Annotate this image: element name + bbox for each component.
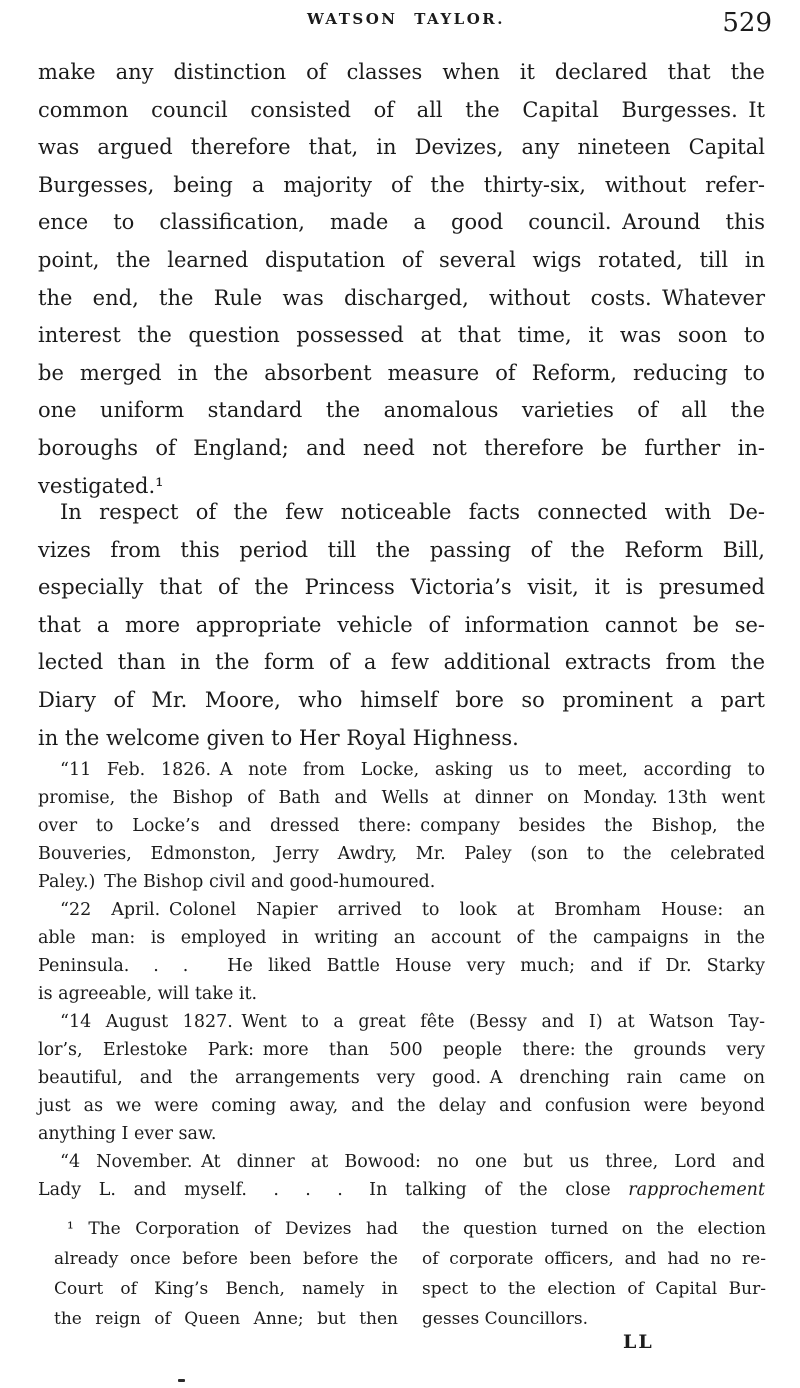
- italic-text: rapprochement: [628, 1180, 765, 1200]
- text-line: spect to the election of Capital Bur-: [422, 1279, 766, 1299]
- text-line: Bouveries, Edmonston, Jerry Awdry, Mr. Paley (son to the celebrated: [38, 844, 765, 864]
- diary-extracts: [38, 756, 765, 1204]
- diary-entry-3: [38, 1008, 765, 1148]
- text-line: Peninsula. . . He liked Battle House very much; and if Dr. Starky: [38, 956, 765, 976]
- text-line: anything I ever saw.: [38, 1124, 217, 1144]
- text-line: common council consisted of all the Capital Burgesses. It: [38, 97, 765, 122]
- text-line: lor’s, Erlestoke Park: more than 500 people there: the grounds very: [38, 1040, 765, 1060]
- paragraph-main-1: [38, 54, 765, 505]
- text-line: ence to classification, made a good council. Around this: [38, 210, 765, 235]
- text-line: lected than in the form of a few additional extracts from the: [38, 650, 765, 675]
- text-line: Court of King’s Bench, namely in: [54, 1279, 398, 1299]
- page-number: 529: [722, 8, 772, 38]
- text-line: gesses Councillors.: [422, 1309, 589, 1329]
- text-line: able man: is employed in writing an account of the campaigns in the: [38, 928, 765, 948]
- text-line: over to Locke’s and dressed there: company besides the Bishop, the: [38, 816, 765, 836]
- text-line: Diary of Mr. Moore, who himself bore so prominent a part: [38, 687, 765, 712]
- paragraph-main-2: [38, 494, 765, 757]
- text-line: “14 August 1827. Went to a great fête (Bessy and I) at Watson Tay-: [60, 1012, 765, 1032]
- text-line: the reign of Queen Anne; but then: [54, 1309, 398, 1329]
- text-line: one uniform standard the anomalous varieties of all the: [38, 398, 765, 423]
- text-line: was argued therefore that, in Devizes, any nineteen Capital: [38, 135, 765, 160]
- text-line: beautiful, and the arrangements very good. A drenching rain came on: [38, 1068, 765, 1088]
- text-line: point, the learned disputation of several wigs rotated, till in: [38, 247, 765, 272]
- text-line: in the welcome given to Her Royal Highness.: [38, 725, 519, 750]
- text-line: of corporate officers, and had no re-: [422, 1249, 766, 1269]
- text-line: boroughs of England; and need not therefore be further in-: [38, 435, 765, 460]
- text-line: “4 November. At dinner at Bowood: no one but us three, Lord and: [60, 1152, 765, 1172]
- text-line: [38, 1176, 765, 1204]
- footnote-right-column: [422, 1214, 766, 1334]
- text-line: especially that of the Princess Victoria’s visit, it is presumed: [38, 575, 765, 600]
- page-header: [38, 10, 774, 40]
- diary-entry-2: [38, 896, 765, 1008]
- running-title: WATSON TAYLOR.: [307, 10, 505, 28]
- footnote-left-column: [54, 1214, 398, 1334]
- diary-entry-4: [38, 1148, 765, 1204]
- text-line: In respect of the few noticeable facts connected with De-: [60, 500, 765, 524]
- text-line: just as we were coming away, and the delay and confusion were beyond: [38, 1096, 765, 1116]
- text-segment: Lady L. and myself. . . . In talking of the close: [38, 1180, 629, 1200]
- text-line: ¹ The Corporation of Devizes had: [67, 1219, 398, 1239]
- scan-artifact: [178, 1379, 185, 1382]
- text-line: Burgesses, being a majority of the thirty-six, without refer-: [38, 172, 765, 197]
- text-line: already once before been before the: [54, 1249, 398, 1269]
- signature-mark: LL: [623, 1331, 654, 1353]
- text-line: “22 April. Colonel Napier arrived to look at Bromham House: an: [60, 900, 765, 920]
- text-line: Paley.) The Bishop civil and good-humoured.: [38, 872, 436, 892]
- text-line: vestigated.¹: [38, 473, 164, 498]
- text-line: that a more appropriate vehicle of information cannot be se-: [38, 612, 765, 637]
- footnote: [54, 1214, 766, 1334]
- text-line: the question turned on the election: [422, 1219, 766, 1239]
- text-line: promise, the Bishop of Bath and Wells at dinner on Monday. 13th went: [38, 788, 765, 808]
- text-line: interest the question possessed at that time, it was soon to: [38, 323, 765, 348]
- text-line: be merged in the absorbent measure of Reform, reducing to: [38, 360, 765, 385]
- text-line: “11 Feb. 1826. A note from Locke, asking us to meet, according to: [60, 760, 765, 780]
- text-line: is agreeable, will take it.: [38, 984, 258, 1004]
- text-line: vizes from this period till the passing of the Reform Bill,: [38, 537, 765, 562]
- text-line: the end, the Rule was discharged, without costs. Whatever: [38, 285, 765, 310]
- text-line: make any distinction of classes when it declared that the: [38, 60, 765, 84]
- diary-entry-1: [38, 756, 765, 896]
